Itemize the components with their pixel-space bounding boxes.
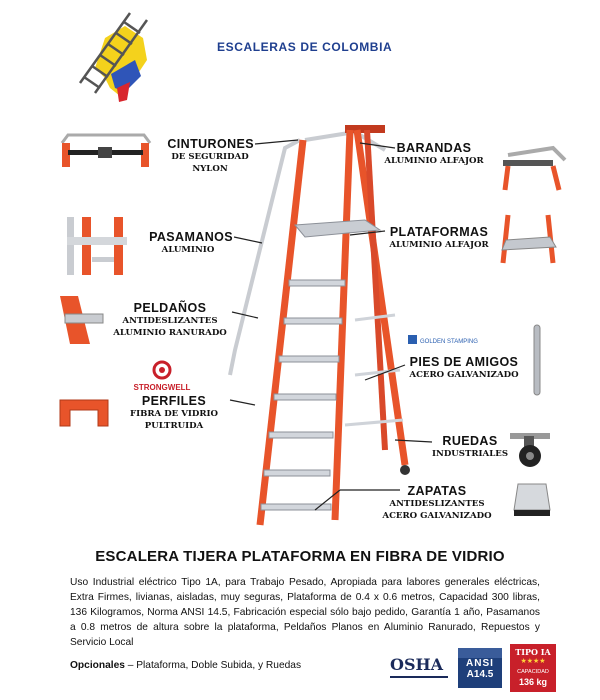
callout-title: BARANDAS: [396, 141, 472, 155]
callout-line: ACERO GALVANIZADO: [382, 511, 492, 521]
strongwell-logo: [132, 360, 192, 394]
product-description: Uso Industrial eléctrico Tipo 1A, para Trabajo Pesado, Apropiada para labores generales eléctricas, Extra Firmes, livianas, aisladas, muy seguras, Plataforma de 0.4 x 0.6 metros, Capacidad 300 libras, 136 Kilogramos, Norma ANSI 14.5, Fabricación especial sólo bajo pedido, Garantía 1 año, Pasamanos a 0.8 metros de altura sobre la plataforma, Peldaños Planos en Aluminio Ranurado, Repuestos y Servicio Local: [70, 577, 540, 648]
tipo-stars: ★★★★: [520, 658, 546, 665]
callout-title: PLATAFORMAS: [389, 225, 489, 239]
callout-line: ALUMINIO ALFAJOR: [384, 156, 484, 166]
profile-thumbnail: [60, 396, 108, 426]
brand-name: ESCALERAS DE COLOMBIA: [217, 40, 393, 54]
tipo-capacidad: CAPACIDAD: [517, 669, 549, 675]
callout-line: FIBRA DE VIDRIO: [130, 409, 218, 419]
callout-line: ANTIDESLIZANTES: [389, 499, 485, 509]
callout-line: INDUSTRIALES: [431, 449, 509, 459]
callout-line: ALUMINIO RANURADO: [113, 328, 227, 338]
ansi-code: A14.5: [466, 669, 494, 680]
callout-ruedas: [420, 434, 520, 460]
ansi-text: ANSI: [466, 658, 494, 669]
optional-label: Opcionales: [70, 660, 125, 671]
callout-line: ALUMINIO ALFAJOR: [389, 240, 489, 250]
callout-line: PULTRUIDA: [144, 421, 204, 431]
osha-badge: [390, 655, 450, 683]
brace-thumbnail: [530, 325, 544, 395]
callout-title: PASAMANOS: [149, 230, 233, 244]
golden-stamping-text: GOLDEN STAMPING: [420, 339, 478, 345]
callout-line: ALUMINIO: [161, 245, 215, 255]
callout-pies-de-amigos: [400, 355, 528, 381]
ansi-badge: [458, 648, 502, 688]
callout-title: RUEDAS: [442, 434, 498, 448]
optional-line: [70, 660, 301, 671]
belt-thumbnail: [58, 133, 153, 167]
tipo-badge: [510, 644, 556, 692]
callout-title: PERFILES: [141, 394, 207, 408]
tipo-kg: 136 kg: [518, 677, 548, 687]
callout-barandas: [370, 141, 498, 167]
callout-peldanos: [110, 301, 230, 339]
optional-text: – Plataforma, Doble Subida, y Ruedas: [124, 660, 302, 671]
callout-zapatas: [378, 484, 496, 522]
product-title: ESCALERA TIJERA PLATAFORMA EN FIBRA DE VIDRIO: [95, 548, 505, 565]
strongwell-logo-text: STRONGWELL: [133, 383, 191, 392]
callout-line: DE SEGURIDAD: [171, 152, 249, 162]
callout-pasamanos: [135, 230, 233, 256]
tipo-text: TIPO IA: [515, 647, 551, 657]
callout-line: ACERO GALVANIZADO: [409, 370, 519, 380]
callout-title: ZAPATAS: [407, 484, 467, 498]
callout-title: PELDAÑOS: [133, 301, 207, 315]
handrail-thumbnail: [62, 217, 137, 275]
callout-line: NYLON: [192, 164, 228, 174]
step-thumbnail: [60, 296, 105, 344]
shoe-thumbnail: [512, 482, 552, 518]
osha-text: OSHA: [390, 655, 444, 674]
railing-thumbnail: [493, 140, 573, 190]
platform-thumbnail: [498, 215, 560, 263]
callout-title: CINTURONES: [167, 137, 254, 151]
callout-line: ANTIDESLIZANTES: [122, 316, 218, 326]
callout-plataformas: [375, 225, 503, 251]
callout-cinturones: [150, 137, 254, 175]
golden-stamping-logo: [408, 334, 488, 346]
callout-title: PIES DE AMIGOS: [409, 355, 519, 369]
callout-perfiles: [120, 394, 228, 432]
